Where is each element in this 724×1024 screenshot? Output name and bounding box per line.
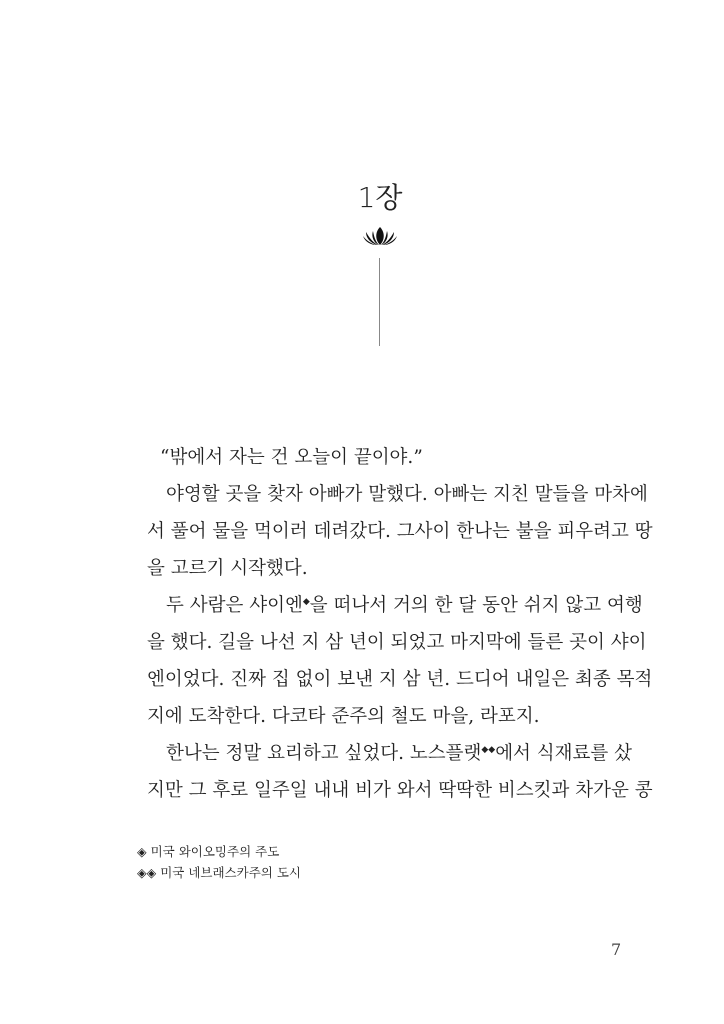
text-segment: 을 떠나서 거의 한 달 동안 쉬지 않고 여행 — [309, 595, 643, 616]
text-segment: 두 사람은 샤이엔 — [166, 595, 303, 616]
text-segment: 한나는 정말 요리하고 싶었다. 노스플랫 — [166, 743, 482, 764]
text-line: 서 풀어 물을 먹이러 데려갔다. 그사이 한나는 불을 피우려고 땅 — [147, 521, 653, 542]
footnote-marker: ◆◆ — [481, 745, 496, 755]
footnote: ◈◈ 미국 네브래스카주의 도시 — [137, 865, 301, 880]
footnote: ◈ 미국 와이오밍주의 주도 — [137, 844, 280, 859]
text-line: 지에 도착한다. 다코타 준주의 철도 마을, 라포지. — [147, 706, 540, 727]
page-number: 7 — [611, 940, 622, 959]
chapter-title: 1장 — [357, 181, 403, 214]
lotus-icon — [363, 226, 397, 246]
text-line — [147, 592, 643, 629]
text-line: 을 했다. 길을 나선 지 삼 년이 되었고 마지막에 들른 곳이 샤이 — [147, 632, 647, 653]
text-line: 을 고르기 시작했다. — [147, 558, 308, 579]
text-line: 지만 그 후로 일주일 내내 비가 와서 딱딱한 비스킷과 차가운 콩 — [147, 780, 653, 801]
text-segment: 에서 식재료를 샀 — [495, 743, 633, 764]
text-line: 야영할 곳을 찾자 아빠가 말했다. 아빠는 지친 말들을 마차에 — [166, 484, 648, 505]
text-line — [147, 740, 633, 777]
body-text — [147, 444, 653, 814]
footnote-marker: ◆ — [302, 597, 310, 607]
text-line: 엔이었다. 진짜 집 없이 보낸 지 삼 년. 드디어 내일은 최종 목적 — [147, 669, 653, 690]
text-line: “밖에서 자는 건 오늘이 끝이야.” — [160, 447, 423, 468]
divider-line — [379, 258, 380, 346]
footnotes — [137, 842, 301, 884]
